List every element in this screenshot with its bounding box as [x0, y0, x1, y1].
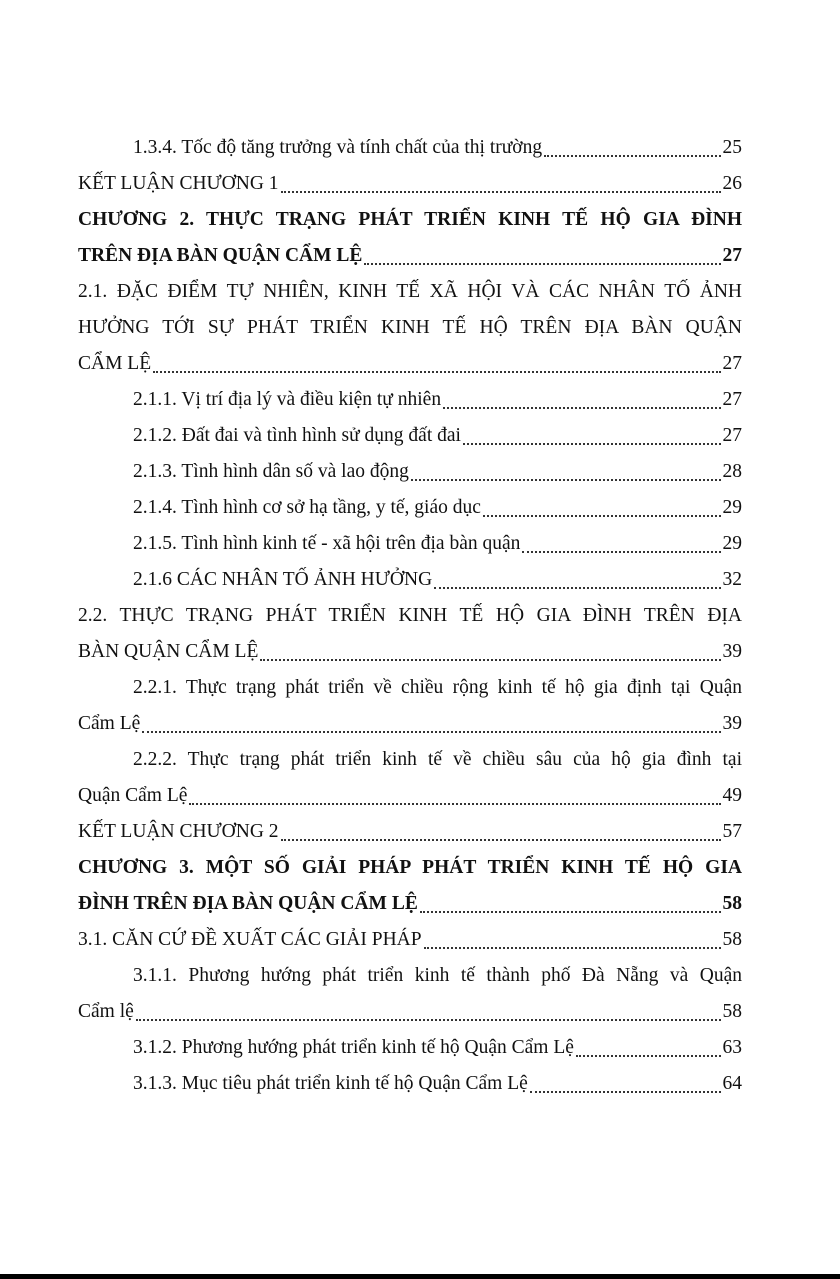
toc-entry-text: 3.1.2. Phương hướng phát triển kinh tế hộ Quận Cẩm Lệ	[133, 1037, 574, 1058]
toc-entry-text: CHƯƠNG 2. THỰC TRẠNG PHÁT TRIỂN KINH TẾ HỘ GIA ĐÌNH	[78, 209, 742, 230]
toc-entry	[78, 562, 742, 598]
toc-entry-text: Cẩm Lệ	[78, 713, 141, 734]
toc-page-number: 27	[722, 353, 742, 374]
toc-entry	[78, 490, 742, 526]
toc-page-number: 58	[722, 1001, 742, 1022]
toc-entry	[78, 634, 742, 670]
toc-entry	[78, 994, 742, 1030]
toc-entry-text: 2.2.1. Thực trạng phát triển về chiều rộng kinh tế hộ gia định tại Quận	[133, 677, 742, 698]
toc-leader-dots	[443, 407, 720, 409]
toc-entry-text: 2.1.4. Tình hình cơ sở hạ tầng, y tế, giáo dục	[133, 497, 481, 518]
toc-page-number: 32	[722, 569, 742, 590]
toc-entry-text: 3.1.1. Phương hướng phát triển kinh tế thành phố Đà Nẵng và Quận	[133, 965, 742, 986]
toc-leader-dots	[420, 911, 721, 913]
toc-entry	[78, 454, 742, 490]
toc-entry-text: 2.1.3. Tình hình dân số và lao động	[133, 461, 409, 482]
toc-entry	[78, 382, 742, 418]
toc-page-number: 39	[722, 641, 742, 662]
toc-entry	[78, 670, 742, 706]
toc-entry-text: 3.1.3. Mục tiêu phát triển kinh tế hộ Quận Cẩm Lệ	[133, 1073, 528, 1094]
toc-page-number: 64	[722, 1073, 742, 1094]
toc-leader-dots	[576, 1055, 721, 1057]
toc-page-number: 57	[722, 821, 742, 842]
toc-entry	[78, 130, 742, 166]
toc-entry	[78, 814, 742, 850]
toc-leader-dots	[153, 371, 720, 373]
toc-leader-dots	[189, 803, 720, 805]
toc-entry	[78, 310, 742, 346]
toc-entry	[78, 1066, 742, 1102]
toc-page-number: 27	[722, 425, 742, 446]
table-of-contents	[78, 130, 742, 1102]
toc-entry-text: HƯỞNG TỚI SỰ PHÁT TRIỂN KINH TẾ HỘ TRÊN ĐỊA BÀN QUẬN	[78, 317, 742, 338]
toc-entry-text: Cẩm lệ	[78, 1001, 134, 1022]
toc-entry	[78, 598, 742, 634]
toc-entry-text: 2.1.6 CÁC NHÂN TỐ ẢNH HƯỞNG	[133, 569, 433, 590]
toc-page-number: 49	[722, 785, 742, 806]
toc-entry	[78, 346, 742, 382]
page-bottom-border	[0, 1274, 840, 1279]
toc-entry-text: Quận Cẩm Lệ	[78, 785, 188, 806]
toc-leader-dots	[281, 191, 721, 193]
toc-page-number: 58	[722, 893, 742, 914]
toc-page-number: 63	[722, 1037, 742, 1058]
toc-entry	[78, 742, 742, 778]
toc-leader-dots	[434, 587, 720, 589]
toc-entry-text: BÀN QUẬN CẨM LỆ	[78, 641, 259, 662]
toc-leader-dots	[260, 659, 720, 661]
toc-leader-dots	[364, 263, 720, 265]
toc-entry	[78, 238, 742, 274]
toc-page-number: 26	[722, 173, 742, 194]
toc-entry	[78, 526, 742, 562]
toc-entry-text: TRÊN ĐỊA BÀN QUẬN CẨM LỆ	[78, 245, 363, 266]
toc-entry-text: KẾT LUẬN CHƯƠNG 1	[78, 173, 279, 194]
toc-entry-text: 2.1.2. Đất đai và tình hình sử dụng đất đai	[133, 425, 461, 446]
toc-entry-text: 3.1. CĂN CỨ ĐỀ XUẤT CÁC GIẢI PHÁP	[78, 929, 422, 950]
toc-page-number: 39	[722, 713, 742, 734]
toc-entry	[78, 1030, 742, 1066]
toc-leader-dots	[544, 155, 720, 157]
toc-entry-text: CHƯƠNG 3. MỘT SỐ GIẢI PHÁP PHÁT TRIỂN KINH TẾ HỘ GIA	[78, 857, 742, 878]
toc-entry	[78, 706, 742, 742]
toc-leader-dots	[411, 479, 721, 481]
toc-entry-text: 2.1.1. Vị trí địa lý và điều kiện tự nhiên	[133, 389, 442, 410]
toc-leader-dots	[142, 731, 720, 733]
toc-entry	[78, 166, 742, 202]
toc-entry	[78, 886, 742, 922]
toc-entry	[78, 958, 742, 994]
toc-entry-text: 2.2. THỰC TRẠNG PHÁT TRIỂN KINH TẾ HỘ GIA ĐÌNH TRÊN ĐỊA	[78, 605, 742, 626]
toc-entry	[78, 922, 742, 958]
toc-leader-dots	[424, 947, 721, 949]
toc-entry-text: CẨM LỆ	[78, 353, 152, 374]
toc-leader-dots	[463, 443, 721, 445]
toc-entry-text: 1.3.4. Tốc độ tăng trưởng và tính chất của thị trường	[133, 137, 543, 158]
toc-entry	[78, 418, 742, 454]
toc-leader-dots	[136, 1019, 721, 1021]
toc-page-number: 58	[722, 929, 742, 950]
toc-page-number: 27	[722, 389, 742, 410]
toc-entry-text: KẾT LUẬN CHƯƠNG 2	[78, 821, 279, 842]
toc-entry-text: 2.1. ĐẶC ĐIỂM TỰ NHIÊN, KINH TẾ XÃ HỘI VÀ CÁC NHÂN TỐ ẢNH	[78, 281, 742, 302]
toc-page-number: 27	[722, 245, 742, 266]
toc-entry-text: 2.2.2. Thực trạng phát triển kinh tế về chiều sâu của hộ gia đình tại	[133, 749, 742, 770]
toc-page-number: 29	[722, 497, 742, 518]
toc-entry	[78, 274, 742, 310]
toc-entry	[78, 850, 742, 886]
toc-page-number: 25	[722, 137, 742, 158]
toc-page-number: 28	[722, 461, 742, 482]
toc-leader-dots	[522, 551, 720, 553]
toc-leader-dots	[530, 1091, 721, 1093]
toc-entry-text: 2.1.5. Tình hình kinh tế - xã hội trên địa bàn quận	[133, 533, 521, 554]
toc-page-number: 29	[722, 533, 742, 554]
toc-entry-text: ĐÌNH TRÊN ĐỊA BÀN QUẬN CẨM LỆ	[78, 893, 418, 914]
toc-entry	[78, 202, 742, 238]
toc-leader-dots	[483, 515, 721, 517]
toc-leader-dots	[281, 839, 721, 841]
toc-entry	[78, 778, 742, 814]
